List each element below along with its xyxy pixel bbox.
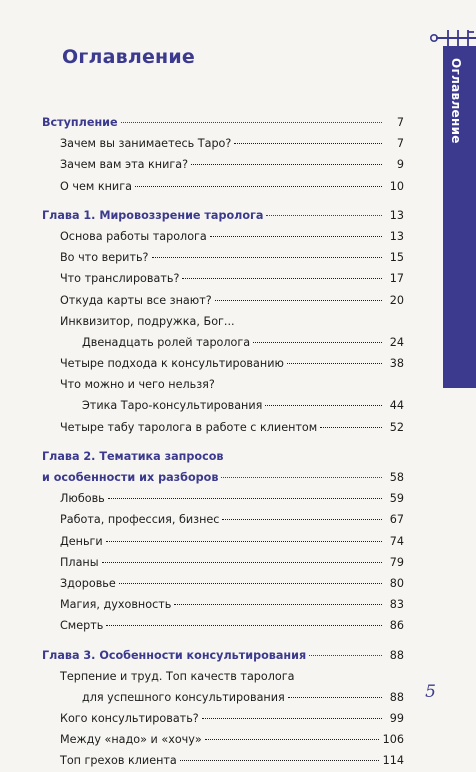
toc-entry-row[interactable] (42, 750, 404, 771)
toc-page-number: 44 (389, 399, 404, 413)
toc-entry-title: Откуда карты все знают? (60, 293, 212, 307)
toc-entry-row[interactable] (42, 311, 404, 332)
toc-entry-title: Что транслировать? (60, 272, 180, 286)
toc-entry-title: Деньги (60, 534, 103, 548)
toc-entry-row[interactable] (42, 531, 404, 552)
toc-page-number: 20 (389, 293, 404, 307)
toc-page-number: 74 (389, 534, 404, 548)
toc-entry-row[interactable] (42, 687, 404, 708)
toc-chapter-row[interactable] (42, 467, 404, 488)
toc-page-number: 88 (389, 648, 404, 662)
toc-page-number: 38 (389, 357, 404, 371)
toc-entry-title: Основа работы таролога (60, 229, 207, 243)
dot-leader (174, 604, 382, 605)
toc-entry-title: Что можно и чего нельзя? (60, 378, 215, 392)
toc-entry-row[interactable] (42, 154, 404, 175)
toc-entry-row[interactable] (42, 133, 404, 154)
side-tab (428, 28, 476, 388)
page-title: Оглавление (62, 46, 195, 68)
toc-chapter-row[interactable] (42, 446, 404, 467)
toc-entry-row[interactable] (42, 226, 404, 247)
toc-entry-title: Смерть (60, 619, 104, 633)
dot-leader (106, 541, 382, 542)
dot-leader (108, 498, 382, 499)
toc-entry-title: Терпение и труд. Топ качеств таролога (60, 669, 295, 683)
toc-entry-row[interactable] (42, 729, 404, 750)
dot-leader (205, 739, 379, 740)
dot-leader (202, 718, 382, 719)
toc-page-number: 15 (389, 251, 404, 265)
toc-entry-row[interactable] (42, 247, 404, 268)
toc-entry-row[interactable] (42, 615, 404, 636)
toc-page-number: 86 (389, 619, 404, 633)
toc-entry-row[interactable] (42, 573, 404, 594)
toc-page-number: 83 (389, 598, 404, 612)
dot-leader (288, 697, 382, 698)
dot-leader (320, 427, 382, 428)
toc-entry-title: Кого консультировать? (60, 712, 199, 726)
toc-entry-row[interactable] (42, 290, 404, 311)
toc-entry-title: Здоровье (60, 576, 116, 590)
toc-page-number: 17 (389, 272, 404, 286)
toc-page-number: 106 (382, 733, 404, 747)
toc-entry-title: Между «надо» и «хочу» (60, 733, 202, 747)
toc-entry-row[interactable] (42, 395, 404, 416)
dot-leader (102, 562, 382, 563)
toc-page-number: 79 (389, 555, 404, 569)
toc-page-number: 9 (396, 158, 404, 172)
toc-chapter-row[interactable] (42, 112, 404, 133)
dot-leader (309, 655, 382, 656)
toc-entry-row[interactable] (42, 353, 404, 374)
dot-leader (191, 164, 382, 165)
dot-leader (222, 519, 382, 520)
toc-entry-title: Работа, профессия, бизнес (60, 513, 220, 527)
side-tab-label: Оглавление (449, 58, 463, 144)
dot-leader (106, 625, 382, 626)
toc-entry-row[interactable] (42, 417, 404, 438)
toc-page-number: 24 (389, 335, 404, 349)
toc-page-number: 13 (389, 208, 404, 222)
toc-page-number: 88 (389, 690, 404, 704)
dot-leader (265, 405, 382, 406)
dot-leader (182, 278, 382, 279)
toc-entry-title: Зачем вам эта книга? (60, 158, 189, 172)
toc-page-number: 67 (389, 513, 404, 527)
dot-leader (253, 342, 382, 343)
toc-entry-row[interactable] (42, 176, 404, 197)
toc-entry-title: и особенности их разборов (42, 471, 219, 484)
dot-leader (221, 477, 382, 478)
toc-page-number: 80 (389, 576, 404, 590)
toc-chapter-row[interactable] (42, 205, 404, 226)
table-of-contents (42, 112, 404, 772)
toc-page-number: 10 (389, 179, 404, 193)
toc-entry-title: Глава 1. Мировоззрение таролога (42, 208, 264, 222)
toc-entry-row[interactable] (42, 708, 404, 729)
page-number: 5 (425, 682, 436, 702)
dot-leader (119, 583, 382, 584)
toc-entry-title: Четыре подхода к консультированию (60, 357, 284, 371)
toc-entry-title: О чем книга (60, 179, 132, 193)
toc-page-number: 99 (389, 712, 404, 726)
toc-entry-row[interactable] (42, 488, 404, 509)
toc-entry-row[interactable] (42, 594, 404, 615)
toc-entry-title: Любовь (60, 492, 105, 506)
toc-entry-title: Зачем вы занимаетесь Таро? (60, 137, 232, 151)
dot-leader (234, 143, 382, 144)
toc-entry-row[interactable] (42, 666, 404, 687)
toc-entry-title: Планы (60, 555, 99, 569)
toc-chapter-row[interactable] (42, 645, 404, 666)
dot-leader (152, 257, 382, 258)
toc-page-number: 59 (389, 492, 404, 506)
dot-leader (210, 236, 382, 237)
dot-leader (266, 215, 382, 216)
toc-entry-row[interactable] (42, 552, 404, 573)
dot-leader (135, 186, 382, 187)
toc-entry-row[interactable] (42, 509, 404, 530)
toc-entry-title: Глава 2. Тематика запросов (42, 449, 224, 463)
dot-leader (215, 300, 382, 301)
toc-entry-row[interactable] (42, 374, 404, 395)
toc-entry-title: Во что верить? (60, 251, 149, 265)
toc-entry-title: Двенадцать ролей таролога (82, 335, 251, 349)
dot-leader (121, 122, 382, 123)
toc-entry-title: Вступление (42, 116, 118, 129)
toc-entry-title: для успешного консультирования (82, 690, 285, 704)
toc-entry-title: Инквизитор, подружка, Бог... (60, 314, 235, 328)
toc-page-number: 7 (396, 137, 404, 151)
toc-page-number: 114 (382, 754, 404, 768)
toc-page-number: 58 (389, 471, 404, 484)
toc-entry-title: Магия, духовность (60, 598, 172, 612)
toc-entry-title: Глава 3. Особенности консультирования (42, 648, 307, 662)
toc-entry-title: Топ грехов клиента (60, 754, 177, 768)
toc-entry-title: Четыре табу таролога в работе с клиентом (60, 420, 318, 434)
toc-entry-title: Этика Таро-консультирования (82, 399, 263, 413)
toc-page-number: 52 (389, 420, 404, 434)
toc-page-number: 7 (396, 116, 404, 129)
toc-entry-row[interactable] (42, 268, 404, 289)
toc-entry-row[interactable] (42, 332, 404, 353)
dot-leader (180, 760, 379, 761)
dot-leader (287, 363, 382, 364)
toc-page-number: 13 (389, 229, 404, 243)
